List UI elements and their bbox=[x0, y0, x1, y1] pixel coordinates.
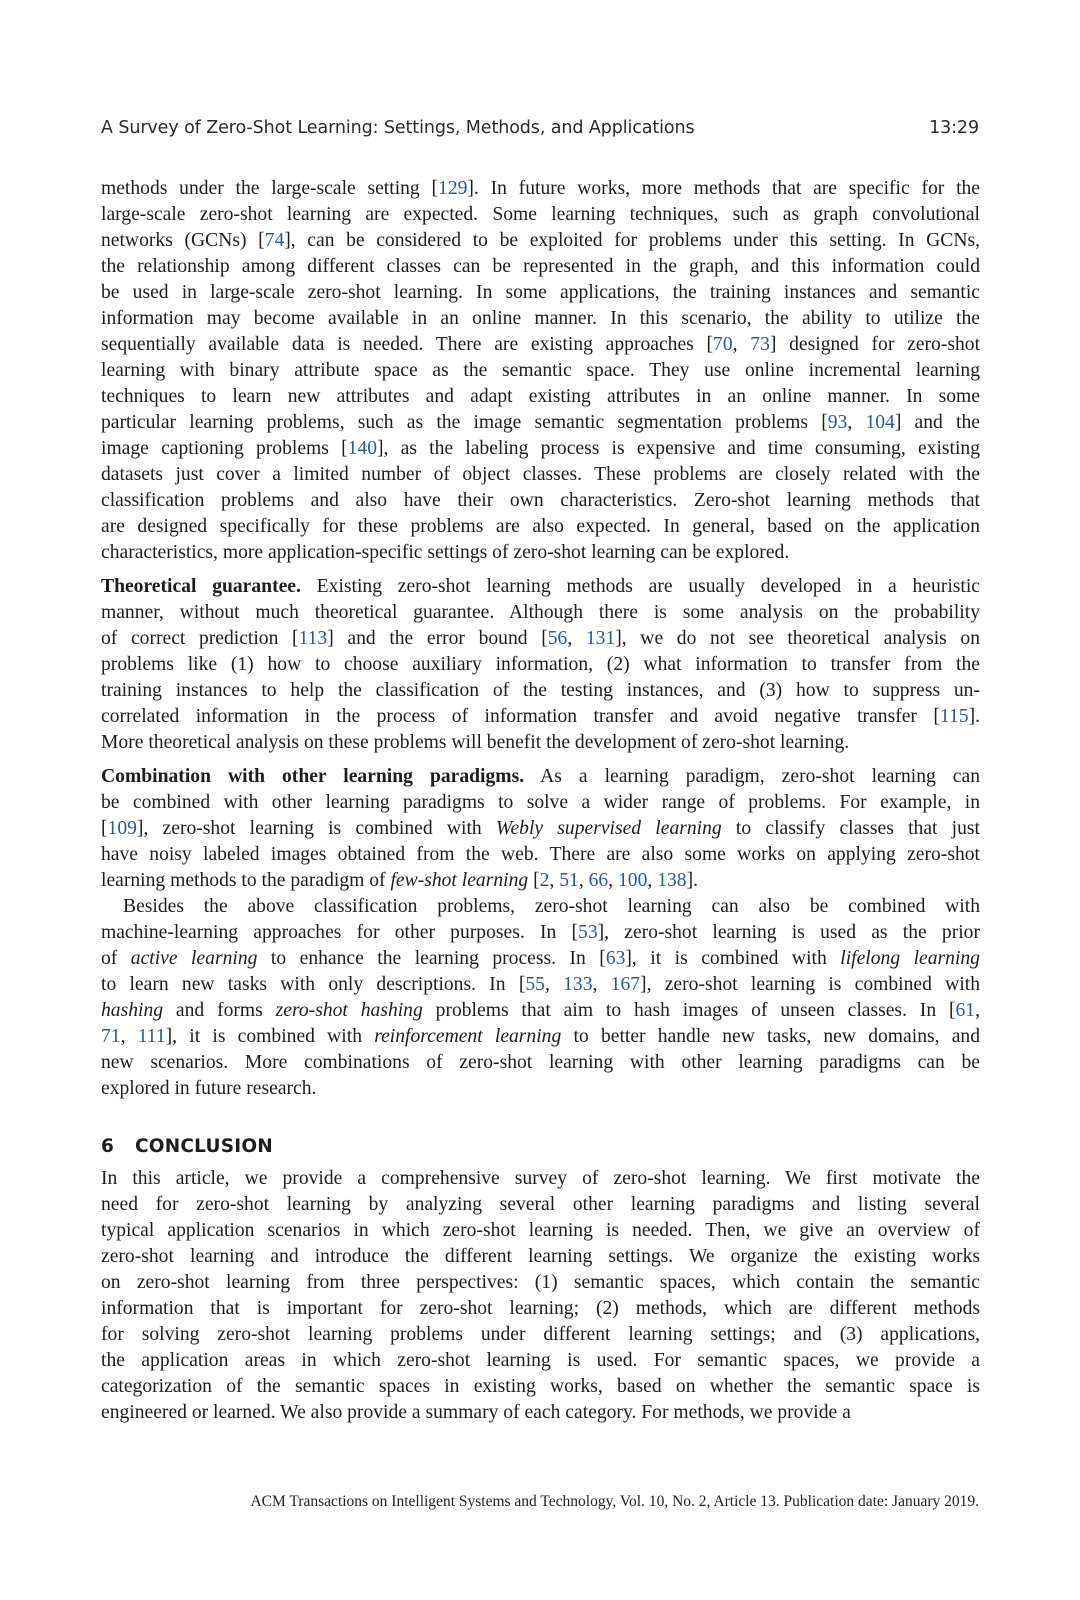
text-line bbox=[101, 730, 980, 756]
text-run: , bbox=[544, 974, 564, 995]
paragraphs-container bbox=[101, 176, 980, 1102]
text-run: In this article, we provide a comprehensive survey of zero-shot learning. We first motivate the bbox=[101, 1168, 980, 1189]
text-run: , bbox=[732, 334, 751, 355]
text-run: zero-shot learning and introduce the different learning settings. We organize the existing works bbox=[101, 1246, 980, 1267]
text-run: classification problems and also have their own characteristics. Zero-shot learning methods that bbox=[101, 490, 980, 511]
emphasis-text: Webly supervised learning bbox=[495, 818, 722, 839]
text-run: Besides the above classification problems, zero-shot learning can also be combined with bbox=[123, 896, 980, 917]
text-run: As a learning paradigm, zero-shot learning can bbox=[524, 766, 980, 787]
text-run: ] and the error bound [ bbox=[327, 628, 548, 649]
text-line bbox=[101, 436, 980, 462]
text-run: , bbox=[578, 870, 589, 891]
text-run: and forms bbox=[163, 1000, 276, 1021]
text-line bbox=[101, 1050, 980, 1076]
text-line bbox=[101, 462, 980, 488]
text-run: ], can be considered to be exploited for problems under this setting. In GCNs, bbox=[284, 230, 980, 251]
citation-link[interactable]: 61 bbox=[955, 1000, 976, 1021]
text-run: , bbox=[549, 870, 560, 891]
text-run: on zero-shot learning from three perspectives: (1) semantic spaces, which contain the semantic bbox=[101, 1272, 980, 1293]
citation-link[interactable]: 93 bbox=[827, 412, 848, 433]
text-run: , bbox=[647, 870, 658, 891]
citation-link[interactable]: 71 bbox=[101, 1026, 121, 1047]
citation-link[interactable]: 2 bbox=[539, 870, 550, 891]
text-run: , bbox=[592, 974, 611, 995]
text-run: techniques to learn new attributes and adapt existing attributes in an online manner. In some bbox=[101, 386, 980, 407]
text-line bbox=[101, 514, 980, 540]
text-line bbox=[101, 1400, 980, 1426]
text-line bbox=[101, 946, 980, 972]
text-run: of correct prediction [ bbox=[101, 628, 299, 649]
running-title: A Survey of Zero-Shot Learning: Settings, Methods, and Applications bbox=[101, 118, 695, 138]
text-run: to classify classes that just bbox=[721, 818, 980, 839]
text-run: image captioning problems [ bbox=[101, 438, 348, 459]
text-run: , bbox=[847, 412, 866, 433]
text-run: new scenarios. More combinations of zero-shot learning with other learning paradigms can be bbox=[101, 1052, 980, 1073]
text-run: explored in future research. bbox=[101, 1078, 317, 1099]
citation-link[interactable]: 140 bbox=[347, 438, 378, 459]
text-line bbox=[101, 1218, 980, 1244]
paragraph-heading: Combination with other learning paradigms. bbox=[101, 766, 525, 787]
citation-link[interactable]: 104 bbox=[865, 412, 895, 433]
text-run: ] and the bbox=[894, 412, 980, 433]
text-line bbox=[101, 1076, 980, 1102]
citation-link[interactable]: 55 bbox=[525, 974, 545, 995]
text-line bbox=[101, 626, 980, 652]
text-line bbox=[101, 254, 980, 280]
emphasis-text: zero-shot hashing bbox=[275, 1000, 423, 1021]
citation-link[interactable]: 167 bbox=[610, 974, 641, 995]
citation-link[interactable]: 63 bbox=[605, 948, 626, 969]
page-number: 13:29 bbox=[929, 118, 979, 138]
citation-link[interactable]: 56 bbox=[547, 628, 568, 649]
section-title: CONCLUSION bbox=[135, 1136, 273, 1157]
text-run: to enhance the learning process. In [ bbox=[257, 948, 606, 969]
emphasis-text: lifelong learning bbox=[840, 948, 980, 969]
text-run: ], it is combined with bbox=[625, 948, 841, 969]
text-line bbox=[101, 540, 980, 566]
text-line bbox=[101, 384, 980, 410]
text-line bbox=[101, 1348, 980, 1374]
citation-link[interactable]: 70 bbox=[713, 334, 733, 355]
text-line bbox=[101, 332, 980, 358]
citation-link[interactable]: 53 bbox=[578, 922, 598, 943]
text-run: typical application scenarios in which zero-shot learning is needed. Then, we give an overview of bbox=[101, 1220, 980, 1241]
text-line bbox=[101, 306, 980, 332]
text-line bbox=[101, 600, 980, 626]
text-run: , bbox=[975, 1000, 980, 1021]
text-run: , bbox=[567, 628, 586, 649]
paragraph-heading: Theoretical guarantee. bbox=[101, 576, 301, 597]
citation-link[interactable]: 133 bbox=[563, 974, 593, 995]
text-line bbox=[101, 972, 980, 998]
paragraph bbox=[101, 574, 980, 756]
text-line bbox=[101, 790, 980, 816]
text-run: sequentially available data is needed. There are existing approaches [ bbox=[101, 334, 714, 355]
paragraph bbox=[101, 764, 980, 894]
text-line bbox=[101, 1192, 980, 1218]
text-run: need for zero-shot learning by analyzing several other learning paradigms and listing several bbox=[101, 1194, 980, 1215]
citation-link[interactable]: 115 bbox=[939, 706, 969, 727]
text-run: characteristics, more application-specific settings of zero-shot learning can be explored. bbox=[101, 542, 790, 563]
text-line bbox=[101, 1374, 980, 1400]
text-line bbox=[101, 488, 980, 514]
citation-link[interactable]: 129 bbox=[438, 178, 468, 199]
text-line bbox=[101, 920, 980, 946]
section-number: 6 bbox=[101, 1136, 115, 1157]
text-line bbox=[101, 1322, 980, 1348]
text-run: particular learning problems, such as the image semantic segmentation problems [ bbox=[101, 412, 828, 433]
text-run: training instances to help the classification of the testing instances, and (3) how to suppress un- bbox=[101, 680, 980, 701]
text-run: manner, without much theoretical guarantee. Although there is some analysis on the probability bbox=[101, 602, 980, 623]
text-run: large-scale zero-shot learning are expected. Some learning techniques, such as graph convolutional bbox=[101, 204, 980, 225]
text-line bbox=[101, 358, 980, 384]
text-run: machine-learning approaches for other purposes. In [ bbox=[101, 922, 579, 943]
citation-link[interactable]: 113 bbox=[298, 628, 328, 649]
text-run: ], zero-shot learning is combined with bbox=[136, 818, 496, 839]
text-line bbox=[101, 228, 980, 254]
text-run: have noisy labeled images obtained from the web. There are also some works on applying zero-shot bbox=[101, 844, 980, 865]
paragraph bbox=[101, 176, 980, 566]
paragraph-gap bbox=[101, 566, 980, 574]
text-run: learning methods to the paradigm of bbox=[101, 870, 391, 891]
citation-link[interactable]: 51 bbox=[559, 870, 579, 891]
citation-link[interactable]: 109 bbox=[107, 818, 137, 839]
text-line bbox=[101, 280, 980, 306]
text-run: problems that aim to hash images of unseen classes. In [ bbox=[422, 1000, 956, 1021]
text-run: [ bbox=[101, 818, 108, 839]
emphasis-text: reinforcement learning bbox=[374, 1026, 562, 1047]
citation-link[interactable]: 111 bbox=[137, 1026, 166, 1047]
text-line bbox=[101, 410, 980, 436]
text-run: , bbox=[608, 870, 618, 891]
text-run: information may become available in an online manner. In this scenario, the ability to utilize the bbox=[101, 308, 980, 329]
paragraph-gap bbox=[101, 756, 980, 764]
text-run: to better handle new tasks, new domains, and bbox=[561, 1026, 980, 1047]
text-line bbox=[101, 1166, 980, 1192]
text-run: information that is important for zero-shot learning; (2) methods, which are different methods bbox=[101, 1298, 980, 1319]
article-body bbox=[101, 176, 980, 1426]
text-run: learning with binary attribute space as the semantic space. They use online incremental learning bbox=[101, 360, 980, 381]
paragraph bbox=[101, 894, 980, 1102]
text-run: More theoretical analysis on these problems will benefit the development of zero-shot learning. bbox=[101, 732, 850, 753]
text-run: ]. bbox=[968, 706, 980, 727]
emphasis-text: hashing bbox=[101, 1000, 164, 1021]
text-run: the application areas in which zero-shot learning is used. For semantic spaces, we provide a bbox=[101, 1350, 980, 1371]
emphasis-text: few-shot learning bbox=[390, 870, 529, 891]
paragraph bbox=[101, 1166, 980, 1426]
citation-link[interactable]: 73 bbox=[750, 334, 770, 355]
text-run: be combined with other learning paradigms to solve a wider range of problems. For example, in bbox=[101, 792, 980, 813]
text-run: categorization of the semantic spaces in existing works, based on whether the semantic space is bbox=[101, 1376, 980, 1397]
text-line bbox=[101, 652, 980, 678]
citation-link[interactable]: 131 bbox=[585, 628, 616, 649]
text-run: , bbox=[120, 1026, 138, 1047]
text-run: for solving zero-shot learning problems under different learning settings; and (3) applications, bbox=[101, 1324, 980, 1345]
conclusion-paragraph bbox=[101, 1166, 980, 1426]
text-run: ]. bbox=[686, 870, 699, 891]
text-line bbox=[101, 678, 980, 704]
text-run: ], we do not see theoretical analysis on bbox=[615, 628, 980, 649]
text-run: to learn new tasks with only descriptions. In [ bbox=[101, 974, 526, 995]
citation-link[interactable]: 100 bbox=[618, 870, 648, 891]
text-run: ], as the labeling process is expensive and time consuming, existing bbox=[377, 438, 980, 459]
text-run: ], zero-shot learning is combined with bbox=[640, 974, 980, 995]
text-run: ]. In future works, more methods that are specific for the bbox=[467, 178, 980, 199]
emphasis-text: active learning bbox=[130, 948, 258, 969]
section-heading bbox=[101, 1132, 980, 1162]
text-run: ], it is combined with bbox=[165, 1026, 375, 1047]
text-line bbox=[101, 704, 980, 730]
text-line bbox=[101, 998, 980, 1024]
text-line bbox=[101, 176, 980, 202]
text-line bbox=[101, 1296, 980, 1322]
journal-footer: ACM Transactions on Intelligent Systems and Technology, Vol. 10, No. 2, Article 13. Publication date: January 2019. bbox=[250, 1493, 979, 1510]
text-line bbox=[101, 1244, 980, 1270]
text-line bbox=[101, 894, 980, 920]
text-run: ] designed for zero-shot bbox=[769, 334, 980, 355]
text-run: methods under the large-scale setting [ bbox=[101, 178, 439, 199]
text-line bbox=[101, 1270, 980, 1296]
running-header bbox=[101, 118, 979, 138]
text-line bbox=[101, 868, 980, 894]
text-run: datasets just cover a limited number of object classes. These problems are closely related with the bbox=[101, 464, 980, 485]
text-run: are designed specifically for these problems are also expected. In general, based on the application bbox=[101, 516, 980, 537]
text-line bbox=[101, 842, 980, 868]
text-run: Existing zero-shot learning methods are usually developed in a heuristic bbox=[300, 576, 980, 597]
text-line bbox=[101, 574, 980, 600]
citation-link[interactable]: 74 bbox=[264, 230, 285, 251]
text-run: engineered or learned. We also provide a summary of each category. For methods, we provide a bbox=[101, 1402, 851, 1423]
text-run: problems like (1) how to choose auxiliary information, (2) what information to transfer from the bbox=[101, 654, 980, 675]
text-run: the relationship among different classes can be represented in the graph, and this information could bbox=[101, 256, 980, 277]
text-line bbox=[101, 764, 980, 790]
text-run: ], zero-shot learning is used as the prior bbox=[597, 922, 980, 943]
text-line bbox=[101, 202, 980, 228]
citation-link[interactable]: 138 bbox=[657, 870, 687, 891]
text-run: be used in large-scale zero-shot learning. In some applications, the training instances and semantic bbox=[101, 282, 980, 303]
citation-link[interactable]: 66 bbox=[588, 870, 609, 891]
text-run: [ bbox=[528, 870, 540, 891]
text-run: networks (GCNs) [ bbox=[101, 230, 265, 251]
text-run: of bbox=[101, 948, 131, 969]
text-run: correlated information in the process of information transfer and avoid negative transfer [ bbox=[101, 706, 940, 727]
text-line bbox=[101, 1024, 980, 1050]
text-line bbox=[101, 816, 980, 842]
